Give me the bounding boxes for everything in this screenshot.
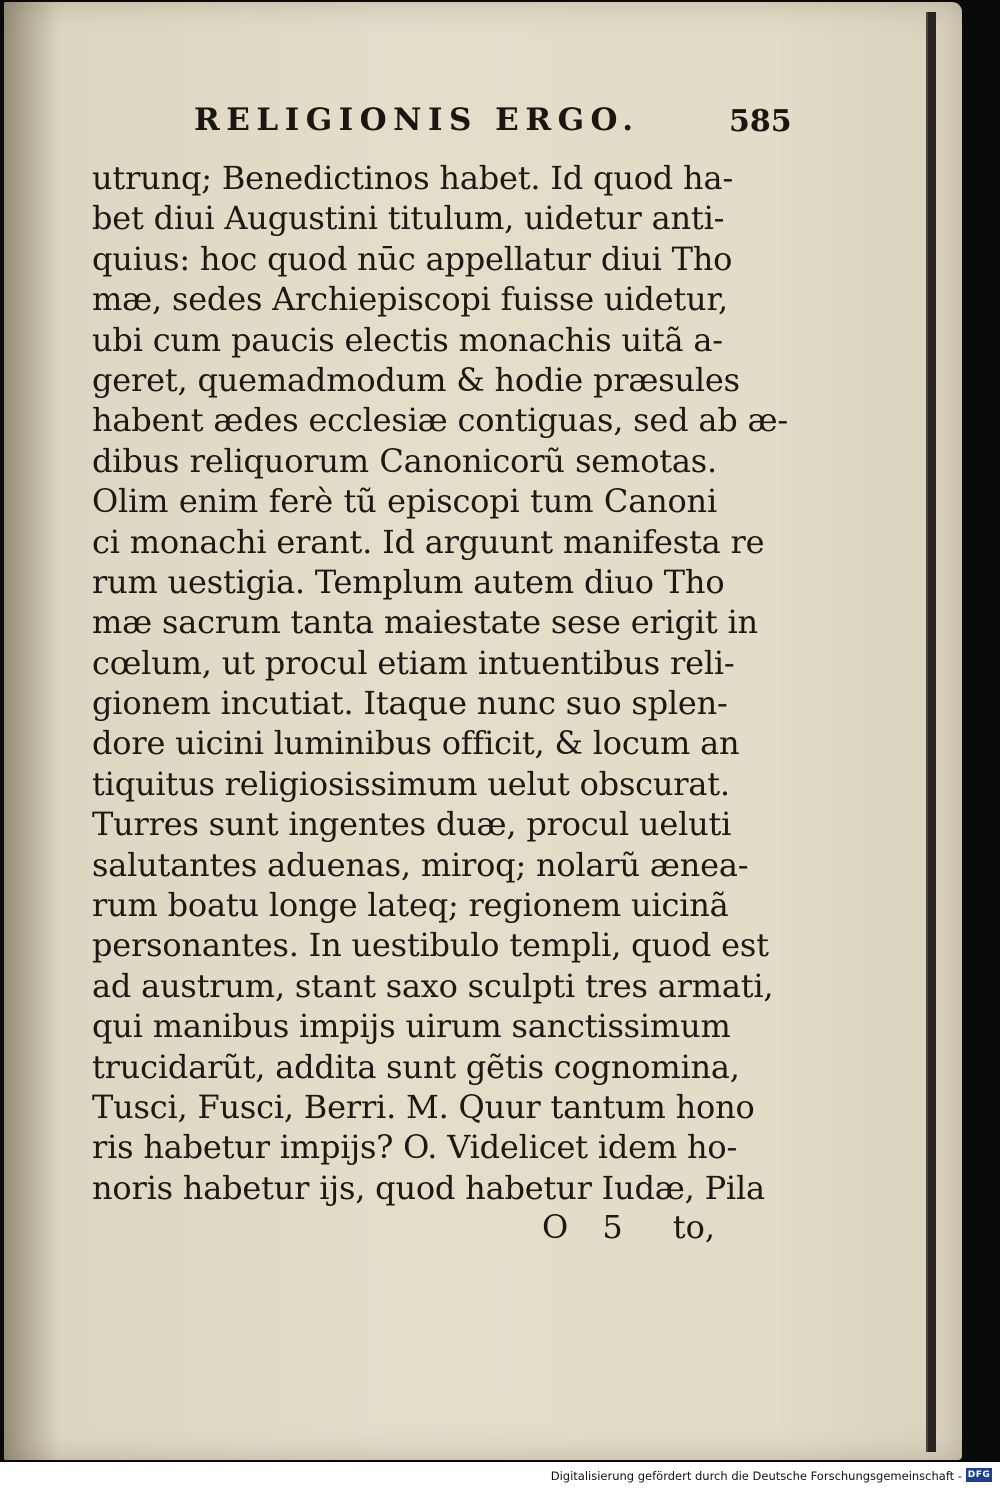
text-line: salutantes aduenas, miroq; nolarũ ænea-	[92, 845, 749, 884]
text-line: dore uicini luminibus officit, & locum an	[92, 724, 740, 763]
text-line: quius: hoc quod nūc appellatur diui Tho	[92, 239, 733, 278]
text-block	[92, 158, 788, 1208]
catchword: to,	[672, 1208, 715, 1246]
text-line: personantes. In uestibulo templi, quod est	[92, 926, 769, 965]
text-line: tiquitus religiosissimum uelut obscurat.	[92, 764, 730, 803]
text-line: rum uestigia. Templum autem diuo Tho	[92, 562, 725, 601]
text-line: gionem incutiat. Itaque nunc suo splen-	[92, 684, 728, 723]
text-line: Turres sunt ingentes duæ, procul ueluti	[92, 805, 732, 844]
catchline	[542, 1208, 717, 1248]
footer-band	[0, 1462, 1000, 1490]
text-line: qui manibus impijs uirum sanctissimum	[92, 1007, 731, 1046]
text-line: ad austrum, stant saxo sculpti tres armati,	[92, 966, 774, 1005]
text-line: noris habetur ijs, quod habetur Iudæ, Pila	[92, 1168, 765, 1207]
text-line: utrunq; Benedictinos habet. Id quod ha-	[92, 159, 733, 197]
page-edge-shadow	[926, 12, 936, 1452]
text-line: Tusci, Fusci, Berri. M. Quur tantum hono	[92, 1087, 755, 1126]
text-line: dibus reliquorum Canonicorũ semotas.	[92, 441, 717, 480]
running-title: RELIGIONIS ERGO.	[194, 102, 640, 138]
signature-mark: O 5	[542, 1208, 635, 1246]
dfg-logo: DFG	[967, 1470, 991, 1480]
text-line: geret, quemadmodum & hodie præsules	[92, 360, 740, 399]
text-line: ris habetur impijs? O. Videlicet idem ho-	[92, 1128, 738, 1167]
text-line: trucidarũt, addita sunt gẽtis cognomina,	[92, 1047, 740, 1086]
page-number: 585	[729, 104, 792, 139]
text-line: habent ædes ecclesiæ contiguas, sed ab æ-	[92, 401, 788, 440]
funding-credit: Digitalisierung gefördert durch die Deutsche Forschungsgemeinschaft -	[550, 1469, 962, 1483]
text-line: mæ, sedes Archiepiscopi fuisse uidetur,	[92, 280, 728, 319]
text-line: ci monachi erant. Id arguunt manifesta re	[92, 522, 765, 561]
text-line: cœlum, ut procul etiam intuentibus reli-	[92, 643, 735, 682]
text-line: rum boatu longe lateq; regionem uicinã	[92, 886, 729, 925]
book-page	[4, 2, 962, 1460]
page-header	[194, 102, 954, 142]
text-line: bet diui Augustini titulum, uidetur anti-	[92, 199, 725, 238]
text-line: ubi cum paucis electis monachis uitã a-	[92, 320, 723, 359]
text-line: Olim enim ferè tũ episcopi tum Canoni	[92, 482, 717, 521]
text-line: mæ sacrum tanta maiestate sese erigit in	[92, 603, 758, 642]
